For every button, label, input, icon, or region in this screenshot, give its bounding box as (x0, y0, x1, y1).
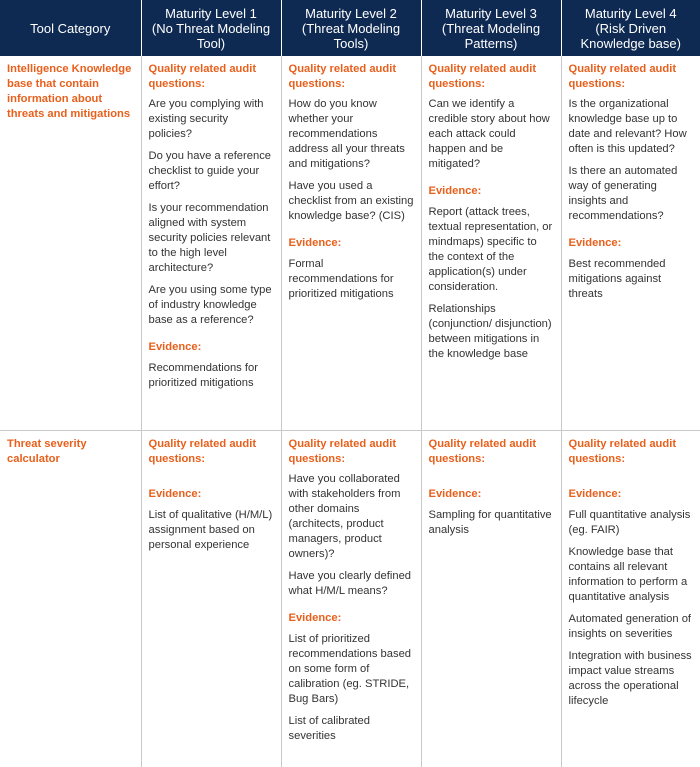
audit-question: How do you know whether your recommendations address all your threats and mitigations? (288, 98, 405, 170)
questions-label: Quality related audit questions: (428, 63, 537, 90)
header-maturity-level-1: Maturity Level 1 (No Threat Modeling Tool) (141, 0, 281, 56)
evidence-item: Best recommended mitigations against threats (568, 258, 666, 300)
evidence-item: Full quantitative analysis (eg. FAIR) (568, 508, 691, 536)
maturity-level-4-cell (561, 56, 700, 430)
maturity-level-3-cell (421, 430, 561, 767)
maturity-level-2-cell (281, 430, 421, 767)
maturity-level-3-cell (421, 56, 561, 430)
audit-question: Are you using some type of industry knowledge base as a reference? (148, 284, 272, 326)
questions-label: Quality related audit questions: (148, 437, 257, 465)
questions-label: Quality related audit questions: (288, 437, 397, 465)
audit-question: Are you complying with existing security policies? (148, 98, 264, 140)
audit-question: Can we identify a credible story about how each attack could happen and be mitigated? (428, 98, 550, 170)
evidence-item: List of calibrated severities (288, 714, 370, 742)
evidence-label: Evidence: (148, 487, 202, 500)
evidence-item: Sampling for quantitative analysis (428, 508, 552, 536)
audit-question: Is there an automated way of generating insights and recommendations? (568, 165, 678, 222)
maturity-level-2-cell (281, 56, 421, 430)
evidence-item: Integration with business impact value streams across the operational lifecycle (568, 649, 692, 707)
maturity-level-1-cell (141, 56, 281, 430)
audit-question: Have you clearly defined what H/M/L means? (288, 569, 412, 597)
evidence-item: List of qualitative (H/M/L) assignment based on personal experience (148, 508, 273, 551)
header-maturity-level-3: Maturity Level 3 (Threat Modeling Patterns) (421, 0, 561, 56)
questions-label: Quality related audit questions: (148, 63, 257, 90)
questions-label: Quality related audit questions: (428, 437, 537, 465)
audit-question: Is your recommendation aligned with system security policies relevant to the high level architecture? (148, 202, 271, 274)
table-row (0, 430, 700, 767)
evidence-item: List of prioritized recommendations based on some form of calibration (eg. STRIDE, Bug Bars) (288, 632, 412, 705)
audit-question: Do you have a reference checklist to guide your effort? (148, 150, 272, 192)
evidence-label: Evidence: (288, 237, 342, 249)
audit-question: Have you collaborated with stakeholders from other domains (architects, product managers, product owners)? (288, 472, 401, 560)
evidence-label: Evidence: (568, 487, 622, 500)
evidence-item: Recommendations for prioritized mitigations (148, 362, 258, 389)
evidence-item: Automated generation of insights on severities (568, 612, 692, 640)
evidence-item: Relationships (conjunction/ disjunction) between mitigations in the knowledge base (428, 303, 552, 360)
header-maturity-level-2: Maturity Level 2 (Threat Modeling Tools) (281, 0, 421, 56)
tool-category-cell (0, 430, 141, 767)
evidence-item: Report (attack trees, textual representation, or mindmaps) specific to the context of the application(s) under consideration. (428, 206, 553, 293)
evidence-label: Evidence: (428, 487, 482, 500)
audit-question: Is the organizational knowledge base up to date and relevant? How often is this updated? (568, 98, 687, 155)
tool-category-label: Intelligence Knowledge base that contain information about threats and mitigations (7, 63, 132, 120)
table-body (0, 56, 700, 767)
evidence-item: Knowledge base that contains all relevant information to perform a quantitative analysis (568, 545, 688, 603)
evidence-label: Evidence: (428, 185, 482, 197)
evidence-label: Evidence: (148, 341, 202, 353)
tool-category-label: Threat severity calculator (7, 437, 87, 465)
evidence-item: Formal recommendations for prioritized mitigations (288, 258, 394, 300)
audit-question: Have you used a checklist from an existing knowledge base? (CIS) (288, 180, 414, 222)
questions-label: Quality related audit questions: (568, 437, 677, 465)
evidence-label: Evidence: (288, 611, 342, 624)
questions-label: Quality related audit questions: (288, 63, 397, 90)
header-tool-category: Tool Category (0, 0, 141, 56)
questions-label: Quality related audit questions: (568, 63, 677, 90)
table-header (0, 0, 700, 56)
evidence-label: Evidence: (568, 237, 622, 249)
table-row (0, 56, 700, 430)
tool-category-cell (0, 56, 141, 430)
maturity-level-4-cell (561, 430, 700, 767)
header-maturity-level-4: Maturity Level 4 (Risk Driven Knowledge base) (561, 0, 700, 56)
maturity-level-1-cell (141, 430, 281, 767)
